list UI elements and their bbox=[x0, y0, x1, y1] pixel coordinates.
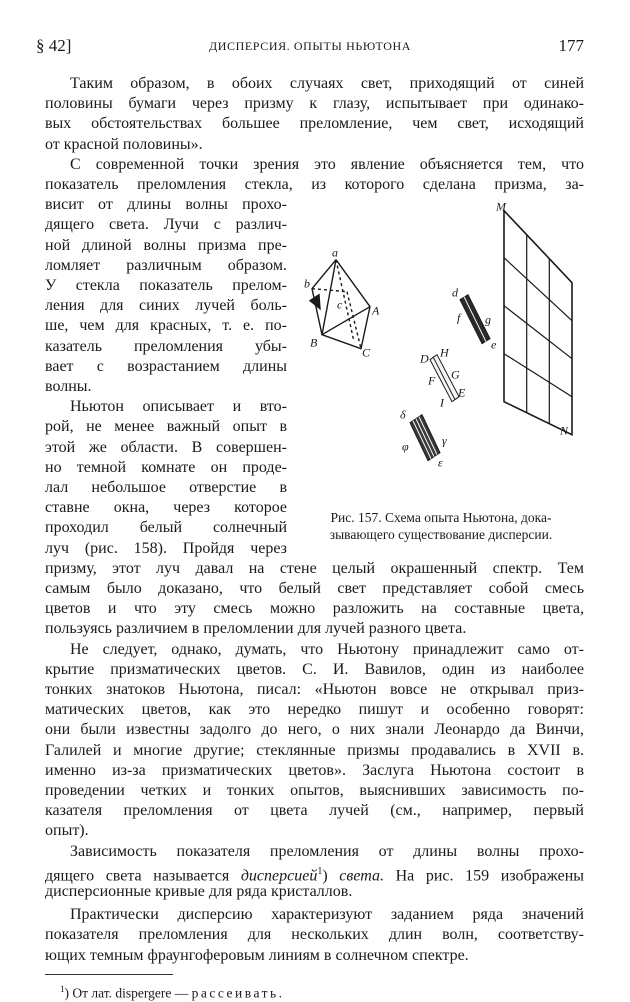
label-B: B bbox=[310, 335, 318, 350]
text-line: цветов и что эту смесь можно разложить на составные цвета, bbox=[45, 600, 584, 618]
chapter-title: ДИСПЕРСИЯ. ОПЫТЫ НЬЮТОНА bbox=[208, 39, 412, 53]
text-line: ющих темным фраунгоферовым линиям в солнечном спектре. bbox=[45, 946, 469, 964]
screen-grid bbox=[504, 211, 572, 435]
text-line: волны. bbox=[45, 378, 92, 395]
text-span: ) bbox=[322, 867, 340, 885]
label-a: a bbox=[332, 245, 338, 260]
screen-outline bbox=[504, 211, 572, 435]
label-phi: φ bbox=[402, 439, 409, 454]
prism-edge bbox=[322, 307, 370, 335]
text-span: На рис. 159 изображены bbox=[383, 867, 585, 885]
label-f: f bbox=[457, 310, 461, 325]
text-line: проведении четких и тонких опытов, выяснивших зависимость по- bbox=[45, 782, 584, 799]
footnote bbox=[60, 980, 282, 1002]
text-span: дящего света называется bbox=[45, 867, 241, 885]
running-header bbox=[36, 36, 584, 58]
text-line: рой, не менее важный опыт в bbox=[45, 418, 287, 436]
text-line: матических цветов, как это нередко пишут и особенно говорят: bbox=[45, 701, 584, 719]
text-line: показатель преломления стекла, из которого сделана призма, за- bbox=[45, 176, 584, 193]
text-line: опыт). bbox=[45, 822, 89, 840]
figure-caption: Рис. 157. Схема опыта Ньютона, дока- bbox=[330, 509, 552, 525]
footnote-ref[interactable]: 1 bbox=[317, 865, 323, 877]
text-line: Таким образом, в обоих случаях свет, приходящий от синей bbox=[70, 75, 584, 92]
section-number: § 42] bbox=[36, 36, 72, 55]
page-number: 177 bbox=[558, 36, 584, 55]
screen-hline bbox=[504, 258, 572, 321]
text-line: самым было доказано, что белый свет представляет собой смесь bbox=[45, 580, 584, 597]
label-delta: δ bbox=[400, 407, 406, 422]
text-line: проходил белый солнечный bbox=[45, 519, 287, 537]
text-line: Практически дисперсию характеризуют заданием ряда значений bbox=[70, 906, 584, 924]
term-dispersion: дисперсией bbox=[240, 867, 318, 885]
figure-caption: зывающего существование дисперсии. bbox=[329, 526, 553, 542]
text-line: тонких знатоков Ньютона, писал: «Ньютон вовсе не открывал приз- bbox=[45, 681, 584, 698]
text-line: вых обстоятельствах большее преломление, чем свет, исходящий bbox=[45, 115, 584, 133]
footnote-rule bbox=[45, 974, 173, 975]
prism-edge bbox=[322, 260, 336, 335]
footnote-word: рассеивать bbox=[191, 985, 279, 1001]
text-line: ной длиной волны призма пре- bbox=[45, 236, 287, 254]
text-line: С современной точки зрения это явление объясняется тем, что bbox=[70, 155, 584, 173]
label-I: I bbox=[440, 395, 444, 410]
label-N: N bbox=[560, 423, 569, 438]
light-entry-patch bbox=[310, 295, 320, 309]
label-G: G bbox=[451, 367, 460, 382]
text-line: казатель преломления убы- bbox=[45, 337, 287, 355]
label-C: C bbox=[362, 345, 371, 360]
text-line: У стекла показатель прелом- bbox=[45, 277, 287, 294]
text-line: призму, этот луч давал на стене целый окрашенный спектр. Тем bbox=[45, 559, 584, 577]
text-line: они были известны задолго до него, о них знали Леонардо да Винчи, bbox=[45, 721, 584, 739]
text-line: вает с возрастанием длины bbox=[45, 357, 287, 375]
label-H: H bbox=[440, 345, 449, 360]
text-line: дисперсионные кривые для ряда кристаллов. bbox=[45, 883, 353, 900]
label-M: M bbox=[496, 199, 506, 214]
text-line: именно из-за призматических цветов». Заслуга Ньютона состоит в bbox=[45, 761, 584, 779]
text-line: пользуясь различием в преломлении для лучей разного цвета. bbox=[45, 620, 467, 638]
footnote-text: . bbox=[278, 985, 283, 1001]
label-A: A bbox=[372, 303, 380, 318]
text-line: ления для синих лучей боль- bbox=[45, 297, 287, 315]
text-line: Ньютон описывает и вто- bbox=[70, 398, 287, 416]
label-gamma: γ bbox=[442, 433, 447, 448]
label-E: E bbox=[458, 385, 466, 400]
text-line: Не следует, однако, думать, что Ньютону принадлежит само от- bbox=[70, 640, 584, 658]
label-c: c bbox=[337, 297, 343, 312]
screen-hline bbox=[504, 306, 572, 359]
label-epsilon: ε bbox=[438, 455, 443, 470]
text-line: от красной половины». bbox=[45, 135, 203, 153]
text-line: ставне окна, через которое bbox=[45, 499, 287, 517]
text-line: висит от длины волны прохо- bbox=[45, 196, 287, 214]
text-line: показателя преломления для нескольких длин волн, соответству- bbox=[45, 926, 584, 944]
text-line: Галилей и многие другие; стеклянные призмы продавались в XVII в. bbox=[45, 741, 584, 759]
footnote-marker: 1 bbox=[60, 983, 65, 994]
text-line: лал небольшое отверстие в bbox=[45, 479, 287, 496]
text-line: но темной комнате он проде- bbox=[45, 458, 287, 476]
text-line: ломляет различным образом. bbox=[45, 256, 287, 274]
text-line: половины бумаги через призму к глазу, испытывает при одинако- bbox=[45, 95, 584, 113]
label-d: d bbox=[452, 285, 458, 300]
text-line: Зависимость показателя преломления от длины волны прохо- bbox=[70, 842, 584, 860]
figure-157-diagram bbox=[292, 175, 592, 508]
text-line: этой же области. В совершен- bbox=[45, 438, 287, 456]
label-g: g bbox=[485, 312, 491, 327]
label-e: e bbox=[491, 337, 497, 352]
screen-hline bbox=[504, 354, 572, 397]
text-line: ше, чем для красных, т. е. по- bbox=[45, 317, 287, 335]
label-F: F bbox=[428, 373, 436, 388]
text-line: дящего света. Лучи с различ- bbox=[45, 216, 287, 234]
text-line bbox=[45, 862, 585, 885]
label-b: b bbox=[304, 276, 310, 291]
label-D: D bbox=[420, 351, 429, 366]
text-line: луч (рис. 158). Пройдя через bbox=[45, 539, 287, 557]
text-line: казателя преломления от цвета лучей (см., например, первый bbox=[45, 802, 584, 820]
footnote-text: ) От лат. dispergere — bbox=[64, 985, 192, 1001]
term-light: света. bbox=[339, 867, 384, 885]
spectrum-strip bbox=[410, 415, 440, 461]
text-line: крытие призматических цветов. С. И. Вавилов, один из наиболее bbox=[45, 660, 584, 678]
